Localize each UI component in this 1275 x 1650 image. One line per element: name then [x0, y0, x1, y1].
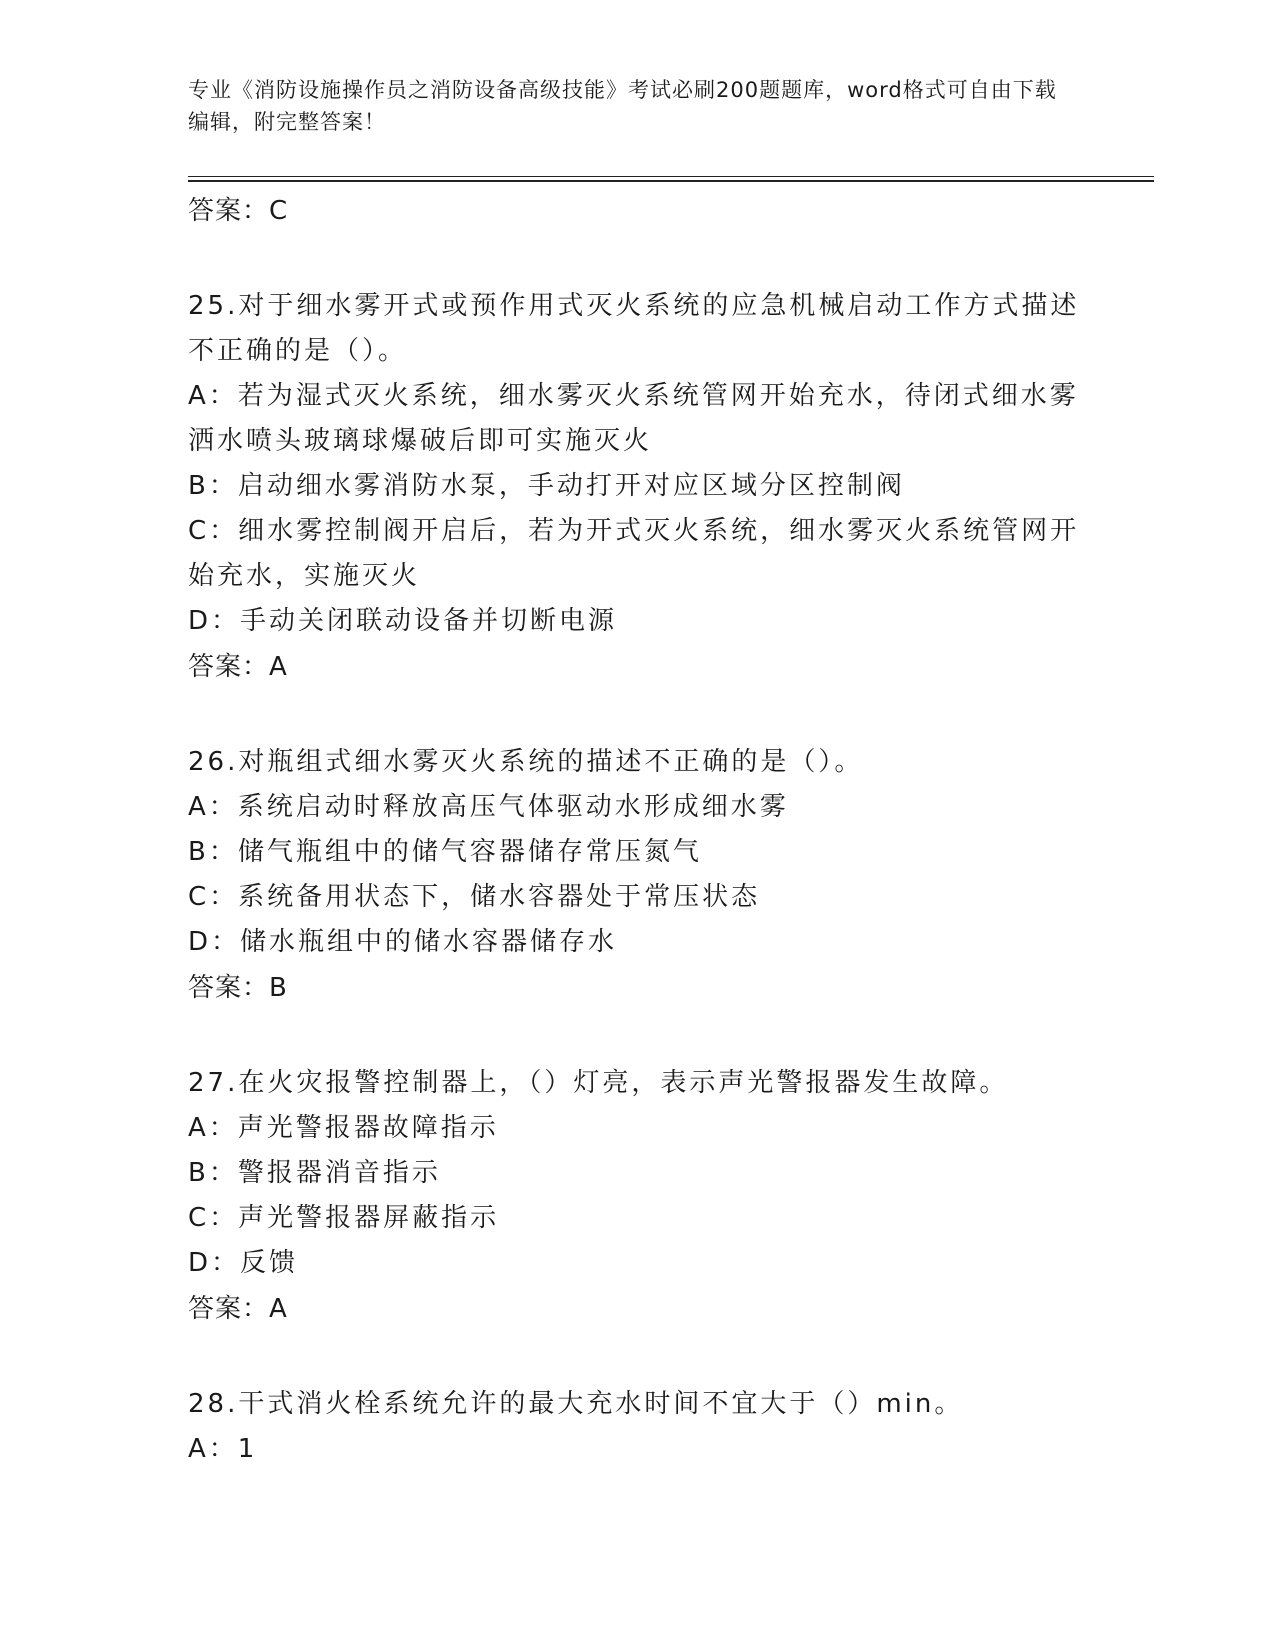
- option-a: A：1: [188, 1434, 258, 1464]
- option-c: C：声光警报器屏蔽指示: [188, 1203, 500, 1233]
- option-b: B：储气瓶组中的储气容器储存常压氮气: [188, 837, 702, 867]
- option-d: D：储水瓶组中的储水容器储存水: [188, 927, 618, 957]
- previous-answer: 答案：C: [188, 196, 289, 226]
- answer-key: 答案：A: [188, 1294, 288, 1324]
- question-list: [188, 188, 1088, 1522]
- option-a: A：若为湿式灭火系统，细水雾灭火系统管网开始充水，待闭式细水雾洒水喷头玻璃球爆破后即可实施灭火: [188, 381, 1079, 456]
- header-divider-thick: [188, 180, 1154, 182]
- question-27: [188, 1061, 1088, 1332]
- question-stem: 25.对于细水雾开式或预作用式灭火系统的应急机械启动工作方式描述不正确的是（）。: [188, 291, 1080, 366]
- option-a: A：系统启动时释放高压气体驱动水形成细水雾: [188, 792, 789, 822]
- option-d: D：手动关闭联动设备并切断电源: [188, 606, 618, 636]
- question-28: [188, 1382, 1088, 1472]
- answer-key: 答案：B: [188, 973, 288, 1003]
- option-b: B：警报器消音指示: [188, 1158, 441, 1188]
- option-d: D：反馈: [188, 1248, 299, 1278]
- question-stem: 27.在火灾报警控制器上，（）灯亮，表示声光警报器发生故障。: [188, 1068, 1009, 1098]
- option-b: B：启动细水雾消防水泵，手动打开对应区域分区控制阀: [188, 471, 905, 501]
- document-header: 专业《消防设施操作员之消防设备高级技能》考试必刷200题题库，word格式可自由下载编辑，附完整答案！: [188, 78, 1057, 134]
- option-c: C：系统备用状态下，储水容器处于常压状态: [188, 882, 761, 912]
- question-stem: 26.对瓶组式细水雾灭火系统的描述不正确的是（）。: [188, 747, 864, 777]
- answer-key: 答案：A: [188, 652, 288, 682]
- question-25: [188, 284, 1088, 690]
- header-divider-thin: [188, 176, 1154, 177]
- question-stem: 28.干式消火栓系统允许的最大充水时间不宜大于（）min。: [188, 1389, 964, 1419]
- option-a: A：声光警报器故障指示: [188, 1113, 499, 1143]
- question-26: [188, 740, 1088, 1011]
- option-c: C：细水雾控制阀开启后，若为开式灭火系统，细水雾灭火系统管网开始充水，实施灭火: [188, 516, 1080, 591]
